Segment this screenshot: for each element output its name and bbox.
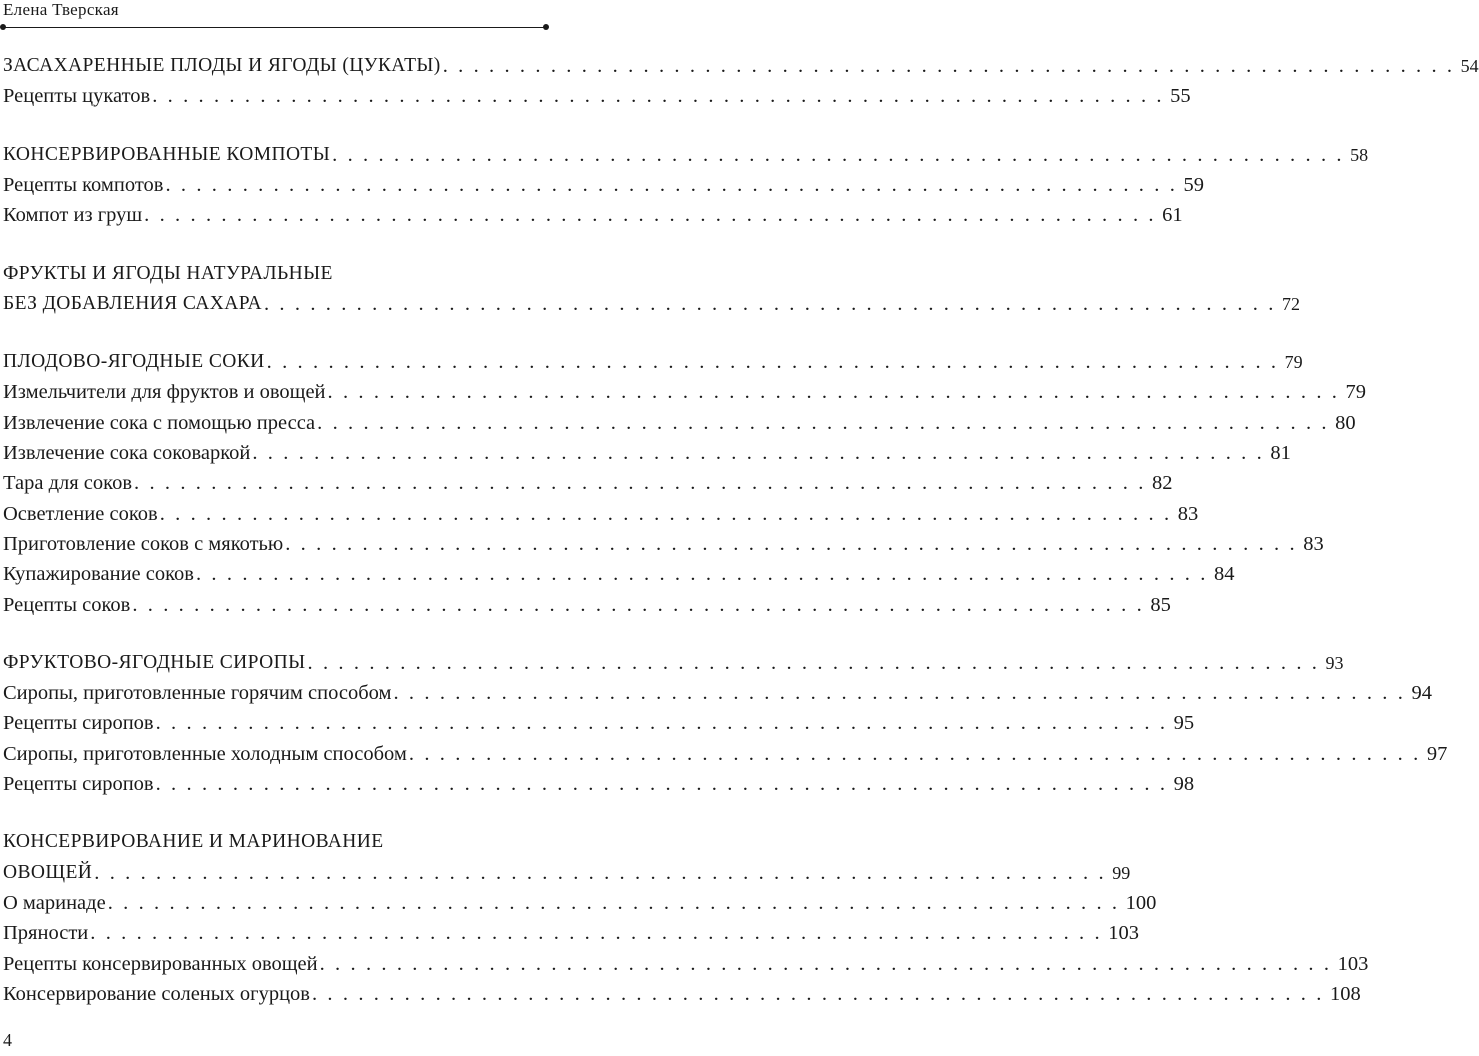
entry-page-number: 95 xyxy=(1173,712,1195,735)
toc-entry[interactable] xyxy=(3,498,1199,526)
entry-page-number: 59 xyxy=(1183,173,1204,196)
section-heading: ОВОЩЕЙ xyxy=(3,861,93,883)
dot-leader: . . . . . . . . . . . . . . . . . . . . . . . . . . . . . . . . . . . . . . . . . . . . . . . . . . . . . . . . . . . . . . . . . . xyxy=(263,292,1276,315)
entry-title: Рецепты сиропов xyxy=(3,712,154,735)
section-heading: БЕЗ ДОБАВЛЕНИЯ САХАРА xyxy=(3,292,262,314)
header-rule xyxy=(3,27,545,28)
dot-leader: . . . . . . . . . . . . . . . . . . . . . . . . . . . . . . . . . . . . . . . . . . . . . . . . . . . . . . . . . . . . . . . . . . xyxy=(155,773,1168,795)
entry-page-number: 82 xyxy=(1151,472,1173,495)
dot-leader: . . . . . . . . . . . . . . . . . . . . . . . . . . . . . . . . . . . . . . . . . . . . . . . . . . . . . . . . . . . . . . . . . . xyxy=(285,532,1298,555)
entry-page-number: 61 xyxy=(1162,204,1183,227)
section-heading: ФРУКТОВО-ЯГОДНЫЕ СИРОПЫ xyxy=(3,651,306,673)
toc-entry[interactable] xyxy=(3,437,1291,465)
toc-entry[interactable] xyxy=(3,376,1366,404)
section-heading-line1: ФРУКТЫ И ЯГОДЫ НАТУРАЛЬНЫЕ xyxy=(3,262,333,284)
dot-leader: . . . . . . . . . . . . . . . . . . . . . . . . . . . . . . . . . . . . . . . . . . . . . . . . . . . . . . . . . . . . . . . . . . xyxy=(317,411,1330,434)
dot-leader: . . . . . . . . . . . . . . . . . . . . . . . . . . . . . . . . . . . . . . . . . . . . . . . . . . . . . . . . . . . . . . . . . . xyxy=(90,922,1103,945)
entry-title: Пряности xyxy=(3,922,89,945)
entry-page-number: 79 xyxy=(1284,352,1303,373)
entry-title: Тара для соков xyxy=(3,472,132,495)
toc-section-entry[interactable] xyxy=(3,139,1369,167)
toc-entry[interactable] xyxy=(3,558,1235,586)
toc-entry[interactable] xyxy=(3,978,1361,1006)
section-heading: КОНСЕРВИРОВАННЫЕ КОМПОТЫ xyxy=(3,143,331,165)
entry-title: Рецепты сиропов xyxy=(3,773,154,795)
entry-page-number: 58 xyxy=(1350,144,1369,165)
entry-title: Измельчители для фруктов и овощей xyxy=(3,381,326,404)
toc-section-entry[interactable] xyxy=(3,857,1131,885)
entry-page-number: 93 xyxy=(1325,652,1344,673)
entry-page-number: 54 xyxy=(1460,56,1479,76)
dot-leader: . . . . . . . . . . . . . . . . . . . . . . . . . . . . . . . . . . . . . . . . . . . . . . . . . . . . . . . . . . . . . . . . . . xyxy=(165,173,1178,196)
section-heading-line1: КОНСЕРВИРОВАНИЕ И МАРИНОВАНИЕ xyxy=(3,831,384,853)
entry-page-number: 108 xyxy=(1329,982,1361,1005)
dot-leader: . . . . . . . . . . . . . . . . . . . . . . . . . . . . . . . . . . . . . . . . . . . . . . . . . . . . . . . . . . . . . . . . . . xyxy=(195,563,1208,586)
toc-entry[interactable] xyxy=(3,887,1157,915)
entry-title: Приготовление соков с мякотью xyxy=(3,532,284,555)
dot-leader: . . . . . . . . . . . . . . . . . . . . . . . . . . . . . . . . . . . . . . . . . . . . . . . . . . . . . . . . . . . . . . . . . . xyxy=(252,442,1265,464)
dot-leader: . . . . . . . . . . . . . . . . . . . . . . . . . . . . . . . . . . . . . . . . . . . . . . . . . . . . . . . . . . . . . . . . . . xyxy=(327,381,1340,404)
toc-entry[interactable] xyxy=(3,948,1369,976)
entry-page-number: 84 xyxy=(1213,563,1235,586)
toc-entry[interactable] xyxy=(3,917,1139,945)
entry-title: Сиропы, приготовленные холодным способом xyxy=(3,742,407,765)
dot-leader: . . . . . . . . . . . . . . . . . . . . . . . . . . . . . . . . . . . . . . . . . . . . . . . . . . . . . . . . . . . . . . . . . . xyxy=(152,85,1165,108)
entry-page-number: 97 xyxy=(1426,742,1448,765)
toc-section-entry[interactable] xyxy=(3,50,1479,78)
entry-title: Извлечение сока с помощью пресса xyxy=(3,411,316,434)
dot-leader: . . . . . . . . . . . . . . . . . . . . . . . . . . . . . . . . . . . . . . . . . . . . . . . . . . . . . . . . . . . . . . . . . . xyxy=(408,742,1421,765)
dot-leader: . . . . . . . . . . . . . . . . . . . . . . . . . . . . . . . . . . . . . . . . . . . . . . . . . . . . . . . . . . . . . . . . . . xyxy=(134,472,1146,495)
dot-leader: . . . . . . . . . . . . . . . . . . . . . . . . . . . . . . . . . . . . . . . . . . . . . . . . . . . . . . . . . . . . . . . . . . xyxy=(144,204,1157,227)
toc-entry[interactable] xyxy=(3,768,1195,796)
entry-page-number: 80 xyxy=(1335,411,1356,434)
entry-page-number: 83 xyxy=(1177,502,1199,525)
running-header-author: Елена Тверская xyxy=(3,0,119,19)
entry-page-number: 79 xyxy=(1345,381,1366,404)
entry-title: Рецепты консервированных овощей xyxy=(3,952,318,975)
rule-ornament-left xyxy=(0,24,6,30)
dot-leader: . . . . . . . . . . . . . . . . . . . . . . . . . . . . . . . . . . . . . . . . . . . . . . . . . . . . . . . . . . . . . . . . . . xyxy=(159,502,1172,525)
toc-entry[interactable] xyxy=(3,707,1195,735)
entry-title: Рецепты соков xyxy=(3,593,131,616)
dot-leader: . . . . . . . . . . . . . . . . . . . . . . . . . . . . . . . . . . . . . . . . . . . . . . . . . . . . . . . . . . . . . . . . . . xyxy=(442,55,1455,77)
toc-entry[interactable] xyxy=(3,407,1356,435)
dot-leader: . . . . . . . . . . . . . . . . . . . . . . . . . . . . . . . . . . . . . . . . . . . . . . . . . . . . . . . . . . . . . . . . . . xyxy=(266,351,1279,374)
entry-page-number: 81 xyxy=(1270,442,1291,464)
entry-page-number: 103 xyxy=(1337,952,1369,975)
dot-leader: . . . . . . . . . . . . . . . . . . . . . . . . . . . . . . . . . . . . . . . . . . . . . . . . . . . . . . . . . . . . . . . . . . xyxy=(393,682,1406,705)
dot-leader: . . . . . . . . . . . . . . . . . . . . . . . . . . . . . . . . . . . . . . . . . . . . . . . . . . . . . . . . . . . . . . . . . . xyxy=(94,861,1107,884)
entry-title: Компот из груш xyxy=(3,204,143,227)
entry-title: Консервирование соленых огурцов xyxy=(3,982,310,1005)
dot-leader: . . . . . . . . . . . . . . . . . . . . . . . . . . . . . . . . . . . . . . . . . . . . . . . . . . . . . . . . . . . . . . . . . . xyxy=(319,952,1332,975)
toc-entry[interactable] xyxy=(3,467,1173,495)
entry-page-number: 83 xyxy=(1303,532,1324,555)
entry-title: О маринаде xyxy=(3,891,106,914)
dot-leader: . . . . . . . . . . . . . . . . . . . . . . . . . . . . . . . . . . . . . . . . . . . . . . . . . . . . . . . . . . . . . . . . . . xyxy=(311,982,1324,1005)
toc-entry[interactable] xyxy=(3,677,1432,705)
page-number: 4 xyxy=(3,1030,12,1050)
dot-leader: . . . . . . . . . . . . . . . . . . . . . . . . . . . . . . . . . . . . . . . . . . . . . . . . . . . . . . . . . . . . . . . . . . xyxy=(332,143,1345,166)
dot-leader: . . . . . . . . . . . . . . . . . . . . . . . . . . . . . . . . . . . . . . . . . . . . . . . . . . . . . . . . . . . . . . . . . . xyxy=(155,712,1168,735)
toc-entry[interactable] xyxy=(3,738,1448,766)
toc-entry[interactable] xyxy=(3,169,1204,197)
toc-entry[interactable] xyxy=(3,528,1324,556)
section-heading: ПЛОДОВО-ЯГОДНЫЕ СОКИ xyxy=(3,351,265,373)
toc-section-entry[interactable] xyxy=(3,647,1344,675)
entry-title: Осветление соков xyxy=(3,502,158,525)
entry-page-number: 72 xyxy=(1281,293,1300,314)
toc-entry[interactable] xyxy=(3,80,1191,108)
entry-title: Купажирование соков xyxy=(3,563,194,586)
toc-entry[interactable] xyxy=(3,199,1183,227)
dot-leader: . . . . . . . . . . . . . . . . . . . . . . . . . . . . . . . . . . . . . . . . . . . . . . . . . . . . . . . . . . . . . . . . . . xyxy=(307,651,1320,674)
entry-page-number: 85 xyxy=(1150,593,1171,616)
toc-section-entry[interactable] xyxy=(3,346,1303,374)
entry-title: Рецепты цукатов xyxy=(3,85,151,108)
entry-page-number: 100 xyxy=(1125,891,1157,914)
toc-section-entry[interactable] xyxy=(3,288,1300,316)
entry-page-number: 103 xyxy=(1108,922,1139,945)
entry-title: Сиропы, приготовленные горячим способом xyxy=(3,682,392,705)
dot-leader: . . . . . . . . . . . . . . . . . . . . . . . . . . . . . . . . . . . . . . . . . . . . . . . . . . . . . . . . . . . . . . . . . . xyxy=(132,593,1145,616)
entry-page-number: 94 xyxy=(1411,682,1432,705)
entry-title: Извлечение сока соковаркой xyxy=(3,442,251,464)
rule-ornament-right xyxy=(543,24,549,30)
entry-page-number: 98 xyxy=(1173,773,1195,795)
entry-page-number: 99 xyxy=(1112,862,1131,883)
section-heading: ЗАСАХАРЕННЫЕ ПЛОДЫ И ЯГОДЫ (ЦУКАТЫ) xyxy=(3,55,441,76)
entry-page-number: 55 xyxy=(1170,85,1191,108)
dot-leader: . . . . . . . . . . . . . . . . . . . . . . . . . . . . . . . . . . . . . . . . . . . . . . . . . . . . . . . . . . . . . . . . . . xyxy=(107,891,1120,914)
entry-title: Рецепты компотов xyxy=(3,173,164,196)
toc-entry[interactable] xyxy=(3,589,1171,617)
